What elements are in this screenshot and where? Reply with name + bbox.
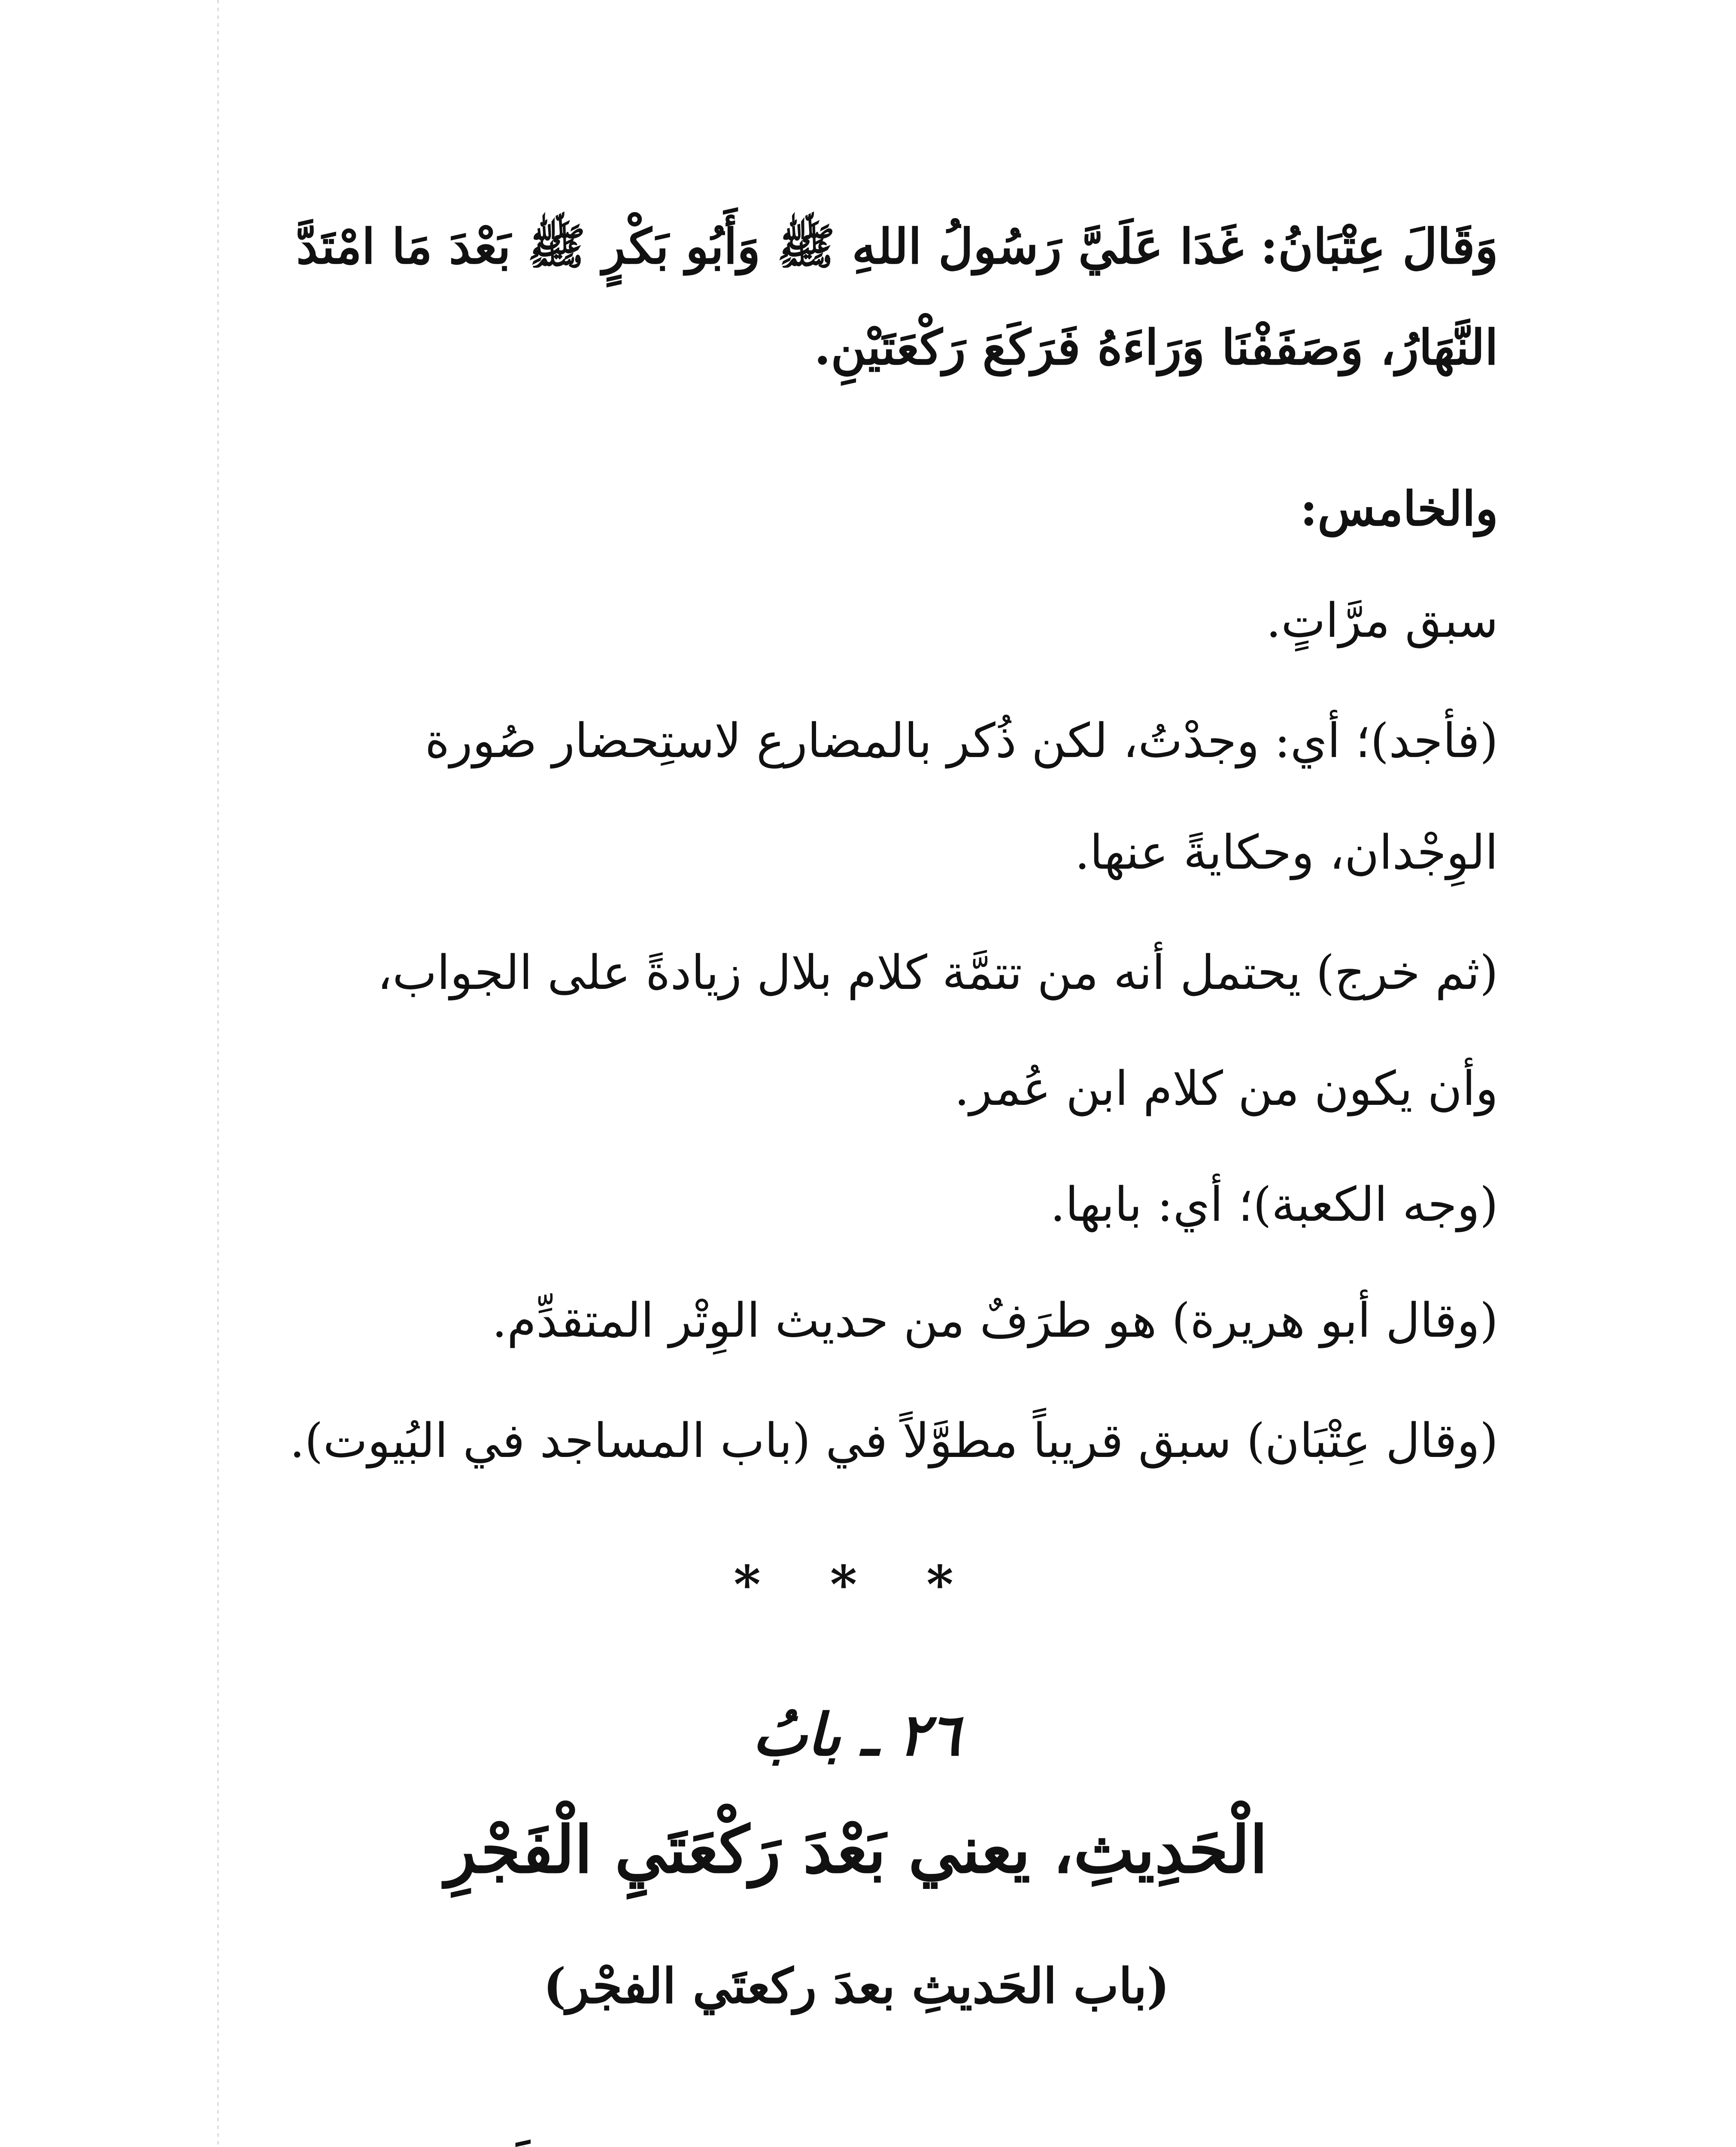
abu-hurayra-line: (وقال أبو هريرة) هو طرَفٌ من حديث الوِتْر المتقدِّم. (492, 1293, 1498, 1348)
fa-ajid-line-2: الوِجْدان، وحكايةً عنها. (1074, 825, 1498, 880)
khamis-heading: والخامس: (1300, 481, 1498, 536)
hadith-intro-line-2: النَّهَارُ، وَصَفَفْنَا وَرَاءَهُ فَرَكَعَ رَكْعَتَيْنِ. (814, 319, 1498, 376)
section-separator: * * * (734, 1554, 979, 1615)
chapter-subtitle: (باب الحَديثِ بعدَ ركعتَي الفجْر) (543, 1958, 1170, 2014)
chapter-number: ٢٦ ـ بابُ (752, 1700, 961, 1769)
wajh-kaaba-line: (وجه الكعبة)؛ أي: بابها. (1050, 1177, 1498, 1232)
fa-ajid-line-1: (فأجد)؛ أي: وجدْتُ، لكن ذُكر بالمضارع لاستِحضار صُورة (425, 713, 1498, 768)
thumma-kharaja-line-2: وأن يكون من كلام ابن عُمر. (954, 1061, 1498, 1116)
hadith-intro-line-1: وَقَالَ عِتْبَانُ: غَدَا عَلَيَّ رَسُولُ اللهِ ﷺ وَأَبُو بَكْرٍ ﷺ بَعْدَ مَا امْتَدَّ (296, 219, 1498, 275)
itban-line: (وقال عِتْبَان) سبق قريباً مطوَّلاً في (باب المساجد في البُيوت). (289, 1413, 1498, 1468)
thumma-kharaja-line-1: (ثم خرج) يحتمل أنه من تتمَّة كلام بلال زيادةً على الجواب، (377, 945, 1498, 1000)
khamis-text: سبق مرَّاتٍ. (1266, 593, 1498, 648)
chapter-title: الْحَدِيثِ، يعني بَعْدَ رَكْعَتَيِ الْفَجْرِ (445, 1812, 1268, 1888)
